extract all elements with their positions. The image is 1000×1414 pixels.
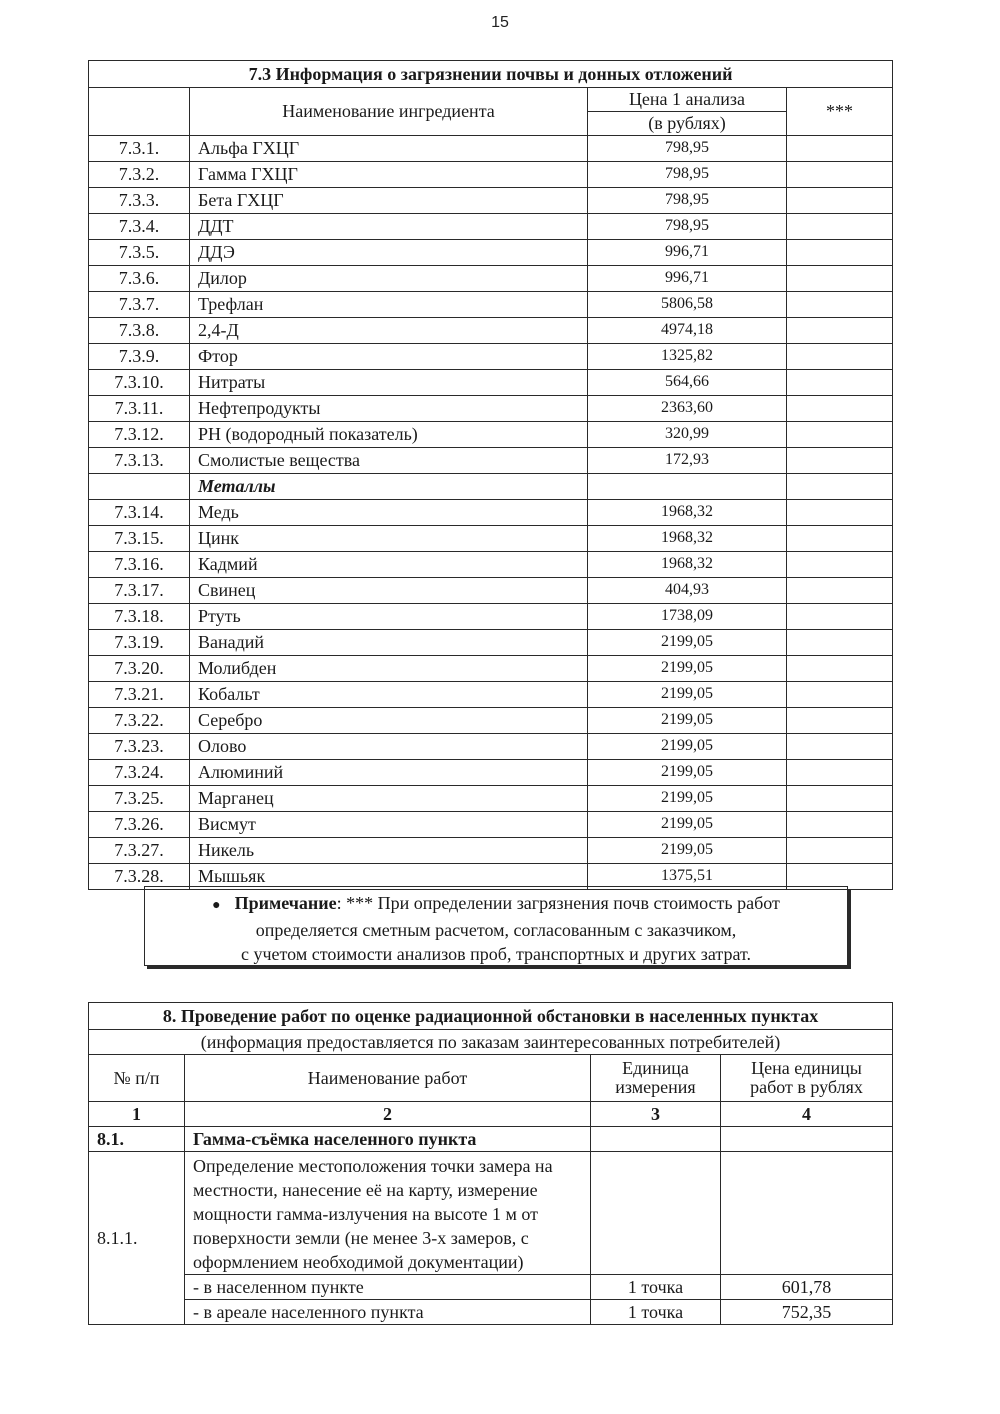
soil-pollution-table: [88, 60, 893, 890]
table-row: [89, 786, 893, 812]
row-price: 5806,58: [588, 292, 787, 318]
table-row: [89, 188, 893, 214]
column-header-name: Наименование ингредиента: [190, 88, 588, 136]
row-number: 7.3.14.: [89, 500, 190, 526]
table-row: [89, 838, 893, 864]
row-number: 7.3.15.: [89, 526, 190, 552]
row-number: 7.3.7.: [89, 292, 190, 318]
row-price: 2363,60: [588, 396, 787, 422]
row-number: 7.3.2.: [89, 162, 190, 188]
row-number: 7.3.11.: [89, 396, 190, 422]
row-number: 7.3.23.: [89, 734, 190, 760]
row-ingredient-name: Мышьяк: [190, 864, 588, 890]
row-number: 7.3.20.: [89, 656, 190, 682]
row-number: 7.3.27.: [89, 838, 190, 864]
row-ingredient-name: Гамма ГХЦГ: [190, 162, 588, 188]
row-number: 7.3.22.: [89, 708, 190, 734]
row-price: 996,71: [588, 266, 787, 292]
row-price: 1968,32: [588, 500, 787, 526]
row-number: 7.3.25.: [89, 786, 190, 812]
column-header-price-unit: (в рублях): [588, 112, 787, 136]
table-row: [89, 630, 893, 656]
table-row: [89, 760, 893, 786]
row-number: 7.3.19.: [89, 630, 190, 656]
row-number: 7.3.26.: [89, 812, 190, 838]
bullet-icon: ●: [212, 898, 221, 913]
column-header-price: Цена единицы работ в рублях: [721, 1055, 893, 1102]
row-ingredient-name: Бета ГХЦГ: [190, 188, 588, 214]
table-row: [89, 318, 893, 344]
row-ingredient-name: ДДТ: [190, 214, 588, 240]
row-ingredient-name: Молибден: [190, 656, 588, 682]
row-ingredient-name: Свинец: [190, 578, 588, 604]
radiation-survey-table: [88, 1002, 893, 1325]
row-price: 1325,82: [588, 344, 787, 370]
table-row: [89, 422, 893, 448]
row-ingredient-name: Кобальт: [190, 682, 588, 708]
row-ingredient-name: Кадмий: [190, 552, 588, 578]
row-price: 2199,05: [588, 682, 787, 708]
row-number: 7.3.1.: [89, 136, 190, 162]
note-line-3: с учетом стоимости анализов проб, транспортных и других затрат.: [241, 944, 751, 964]
table-row: [89, 266, 893, 292]
note-label: Примечание: [234, 893, 337, 913]
table-row: [89, 344, 893, 370]
column-header-num: № п/п: [89, 1055, 185, 1102]
column-header-name: Наименование работ: [185, 1055, 591, 1102]
row-number: 7.3.24.: [89, 760, 190, 786]
note-box: [144, 886, 848, 966]
sub-row-unit: 1 точка: [591, 1300, 721, 1325]
row-number: 7.3.17.: [89, 578, 190, 604]
sub-row-price: 601,78: [721, 1275, 893, 1300]
table-row: [89, 370, 893, 396]
row-price: 2199,05: [588, 838, 787, 864]
row-ingredient-name: Серебро: [190, 708, 588, 734]
row-ingredient-name: Никель: [190, 838, 588, 864]
column-header-unit: Единица измерения: [591, 1055, 721, 1102]
row-number: 7.3.6.: [89, 266, 190, 292]
row-ingredient-name: Нитраты: [190, 370, 588, 396]
section-name: Гамма-съёмка населенного пункта: [185, 1127, 591, 1152]
table-row: [89, 292, 893, 318]
column-header-note: ***: [787, 88, 893, 136]
section-number: 8.1.: [89, 1127, 185, 1152]
row-number: 7.3.18.: [89, 604, 190, 630]
row-price: 798,95: [588, 188, 787, 214]
row-price: 798,95: [588, 214, 787, 240]
table-row: [89, 734, 893, 760]
sub-row-name: - в ареале населенного пункта: [185, 1300, 591, 1325]
row-price: 798,95: [588, 136, 787, 162]
table-row: [89, 552, 893, 578]
row-price: 172,93: [588, 448, 787, 474]
row-price: 798,95: [588, 162, 787, 188]
table-row: [89, 500, 893, 526]
row-number: 7.3.12.: [89, 422, 190, 448]
row-ingredient-name: Висмут: [190, 812, 588, 838]
table-row: [89, 604, 893, 630]
table-row: [89, 812, 893, 838]
row-price: 564,66: [588, 370, 787, 396]
row-number: 7.3.3.: [89, 188, 190, 214]
note-line-2: определяется сметным расчетом, согласованным с заказчиком,: [255, 920, 737, 940]
row-price: 2199,05: [588, 708, 787, 734]
row-ingredient-name: Альфа ГХЦГ: [190, 136, 588, 162]
row-number: 7.3.16.: [89, 552, 190, 578]
column-index: 3: [591, 1102, 721, 1127]
row-ingredient-name: Ванадий: [190, 630, 588, 656]
item-number: 8.1.1.: [89, 1152, 185, 1325]
table-row: [89, 136, 893, 162]
note-line-1: : *** При определении загрязнения почв стоимость работ: [336, 893, 780, 913]
row-price: 2199,05: [588, 786, 787, 812]
section-title: Металлы: [190, 474, 588, 500]
sub-row-price: 752,35: [721, 1300, 893, 1325]
row-number: 7.3.10.: [89, 370, 190, 396]
row-number: 7.3.21.: [89, 682, 190, 708]
row-price: 404,93: [588, 578, 787, 604]
row-price: 2199,05: [588, 656, 787, 682]
row-ingredient-name: PH (водородный показатель): [190, 422, 588, 448]
table-row: [89, 682, 893, 708]
row-number: 7.3.8.: [89, 318, 190, 344]
row-ingredient-name: Нефтепродукты: [190, 396, 588, 422]
row-price: 1968,32: [588, 526, 787, 552]
row-number: 7.3.9.: [89, 344, 190, 370]
column-header-price: Цена 1 анализа: [588, 88, 787, 112]
table-row: [89, 162, 893, 188]
table-row: [89, 526, 893, 552]
table-subtitle: (информация предоставляется по заказам заинтересованных потребителей): [89, 1030, 893, 1055]
row-ingredient-name: Марганец: [190, 786, 588, 812]
row-price: 2199,05: [588, 760, 787, 786]
table-row: [89, 240, 893, 266]
row-price: 2199,05: [588, 630, 787, 656]
row-ingredient-name: Алюминий: [190, 760, 588, 786]
row-ingredient-name: Цинк: [190, 526, 588, 552]
row-price: 1968,32: [588, 552, 787, 578]
sub-row-name: - в населенном пункте: [185, 1275, 591, 1300]
table-title: 7.3 Информация о загрязнении почвы и донных отложений: [89, 61, 893, 88]
row-number: 7.3.28.: [89, 864, 190, 890]
row-price: 996,71: [588, 240, 787, 266]
row-ingredient-name: Медь: [190, 500, 588, 526]
table-row: [89, 708, 893, 734]
row-price: 2199,05: [588, 734, 787, 760]
column-index: 4: [721, 1102, 893, 1127]
row-price: 4974,18: [588, 318, 787, 344]
table-row: [89, 214, 893, 240]
table-row: [89, 448, 893, 474]
row-number: 7.3.4.: [89, 214, 190, 240]
row-price: 320,99: [588, 422, 787, 448]
row-ingredient-name: Фтор: [190, 344, 588, 370]
table-title: 8. Проведение работ по оценке радиационной обстановки в населенных пунктах: [89, 1003, 893, 1030]
row-ingredient-name: Дилор: [190, 266, 588, 292]
row-ingredient-name: ДДЭ: [190, 240, 588, 266]
row-ingredient-name: 2,4-Д: [190, 318, 588, 344]
row-ingredient-name: Олово: [190, 734, 588, 760]
table-row: [89, 656, 893, 682]
row-price: 2199,05: [588, 812, 787, 838]
page-number: 15: [491, 14, 509, 31]
column-index: 1: [89, 1102, 185, 1127]
item-description: Определение местоположения точки замера на местности, нанесение её на карту, измерение мощности гамма-излучения на высоте 1 м от поверхности земли (не менее 3-х замеров, с оформлением необходимой документации): [185, 1152, 591, 1275]
row-ingredient-name: Трефлан: [190, 292, 588, 318]
row-price: 1375,51: [588, 864, 787, 890]
row-number: 7.3.5.: [89, 240, 190, 266]
row-number: 7.3.13.: [89, 448, 190, 474]
row-ingredient-name: Смолистые вещества: [190, 448, 588, 474]
table-row: [89, 578, 893, 604]
row-ingredient-name: Ртуть: [190, 604, 588, 630]
row-price: 1738,09: [588, 604, 787, 630]
section-row: [89, 474, 893, 500]
table-row: [89, 396, 893, 422]
column-index: 2: [185, 1102, 591, 1127]
sub-row-unit: 1 точка: [591, 1275, 721, 1300]
